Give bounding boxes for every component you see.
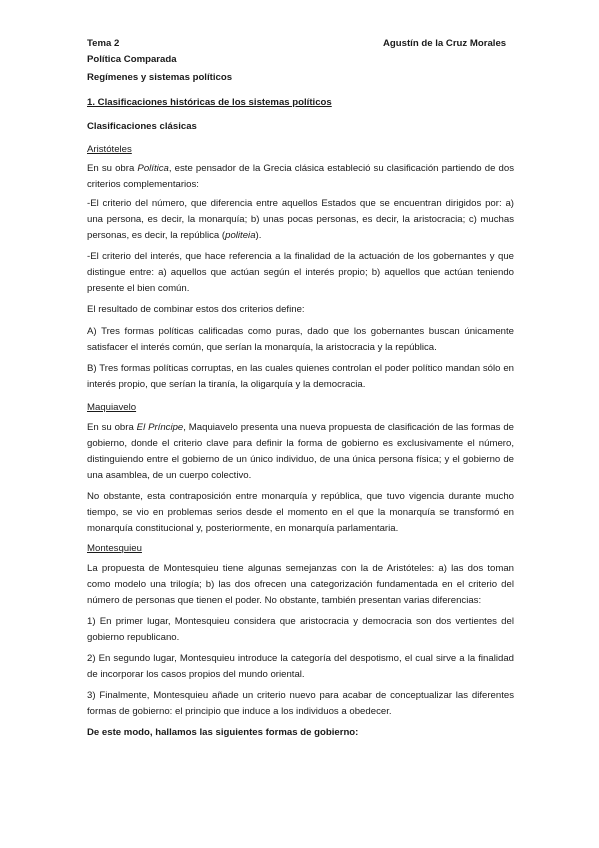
subsection-title: Clasificaciones clásicas — [87, 121, 197, 132]
paragraph-resultado: El resultado de combinar estos dos criterios define: — [87, 304, 305, 315]
paragraph-formas-gobierno: De este modo, hallamos las siguientes formas de gobierno: — [87, 727, 359, 738]
paragraph-criterio-interes: -El criterio del interés, que hace referencia a la finalidad de la actuación de los gobernantes y que distingue entre: a) aquellos que actúan según el interés propio; b) aquellos que actúan teniendo presente el bien común. — [87, 251, 514, 294]
paragraph-maquiavelo-intro: En su obra El Príncipe, Maquiavelo presenta una nueva propuesta de clasificación de las formas de gobierno, donde el criterio clave para definir la forma de gobierno es exclusivamente el número, distinguiendo entre el gobierno de un único individuo, de una única persona física; y el gobierno de una asamblea, de un cuerpo colectivo. — [87, 422, 514, 481]
section-title: 1. Clasificaciones históricas de los sistemas políticos — [87, 97, 332, 108]
paragraph-montesquieu-2: 2) En segundo lugar, Montesquieu introduce la categoría del despotismo, el cual sirve a la finalidad de incorporar los casos propios del mundo oriental. — [87, 653, 514, 680]
heading-maquiavelo: Maquiavelo — [87, 402, 137, 413]
header-author: Agustín de la Cruz Morales — [383, 38, 507, 49]
paragraph-formas-puras: A) Tres formas políticas calificadas como puras, dado que los gobernantes buscan únicamente satisfacer el interés común, que serían la monarquía, la aristocracia y la república. — [87, 326, 514, 353]
paragraph-montesquieu-1: 1) En primer lugar, Montesquieu considera que aristocracia y democracia son dos vertientes del gobierno republicano. — [87, 616, 514, 643]
paragraph-formas-corruptas: B) Tres formas políticas corruptas, en las cuales quienes controlan el poder político mandan sólo en interés propio, que serían la tiranía, la oligarquía y la democracia. — [87, 363, 514, 390]
paragraph-montesquieu-3: 3) Finalmente, Montesquieu añade un criterio nuevo para acabar de conceptualizar las diferentes formas de gobierno: el principio que induce a los individuos a obedecer. — [87, 690, 514, 717]
header-left — [87, 36, 177, 68]
heading-aristoteles: Aristóteles — [87, 144, 132, 155]
unit-title: Regímenes y sistemas políticos — [87, 72, 233, 83]
paragraph-maquiavelo-obstante: No obstante, esta contraposición entre monarquía y república, que tuvo vigencia durante mucho tiempo, se vio en problemas serios desde el momento en el que la monarquía se transformó en monarquía constitucional y, posteriormente, en monarquía parlamentaria. — [87, 491, 514, 534]
paragraph-montesquieu-intro: La propuesta de Montesquieu tiene algunas semejanzas con la de Aristóteles: a) las dos toman como modelo una trilogía; b) las dos ofrecen una categorización fundamentada en el criterio del número de personas que tienen el poder. No obstante, también presentan varias diferencias: — [87, 563, 514, 606]
header-topic: Tema 2 — [87, 38, 120, 49]
paragraph-criterio-numero: -El criterio del número, que diferencia entre aquellos Estados que se encuentran dirigidos por: a) una persona, es decir, la monarquía; b) unas pocas personas, es decir, la aristocracia; c) muchas personas, es decir, la república (politeia). — [87, 198, 514, 241]
header-course: Política Comparada — [87, 54, 177, 65]
heading-montesquieu: Montesquieu — [87, 543, 142, 554]
paragraph-aristoteles-intro: En su obra Política, este pensador de la Grecia clásica estableció su clasificación partiendo de dos criterios complementarios: — [87, 163, 514, 190]
